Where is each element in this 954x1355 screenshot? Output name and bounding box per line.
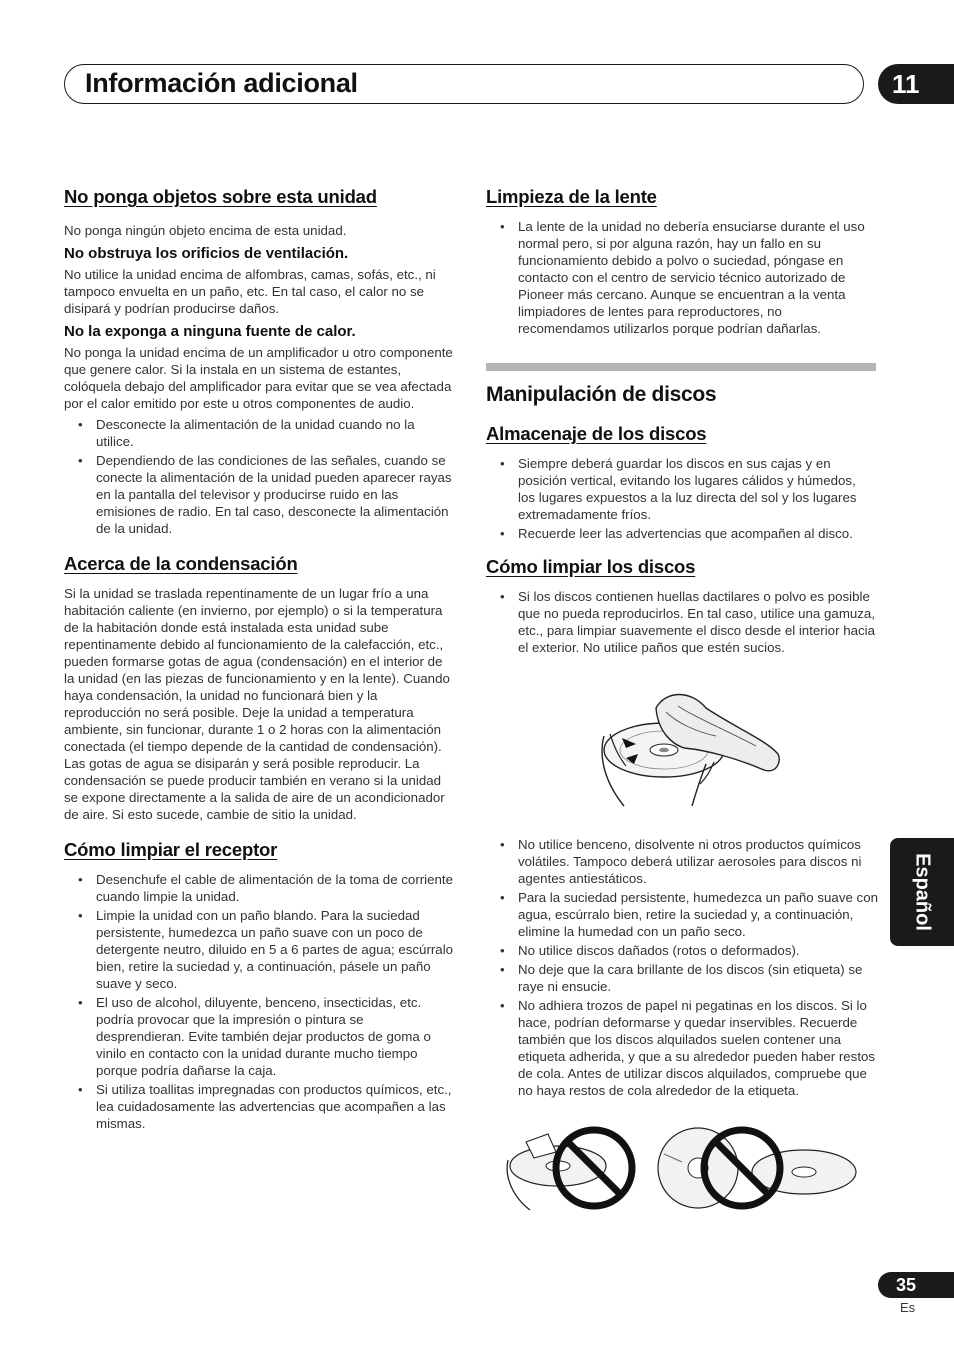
list-disc-cleaning-a [486, 588, 876, 656]
language-tab-label: Español [911, 853, 934, 931]
no-sticker-on-disc-illustration [500, 1124, 640, 1214]
list-item: • La lente de la unidad no debería ensuciarse durante el uso normal pero, si por alguna razón, hay un fallo en su funcionamiento debido a polvo o suciedad, póngase en contacto con el centro de servicio técnico autorizado de Pioneer más cercano. Aunque se encuentran a la venta limpiadores de lentes para reproductores, no recomendamos utilizarlos porque podrían dañarlas. [486, 218, 876, 337]
list-disc-cleaning-b [486, 836, 878, 1101]
list-item: • Limpie la unidad con un paño blando. Para la suciedad persistente, humedezca un paño suave con un poco de detergente neutro, diluido en 5 a 6 partes de agua; escúrralo bien, retire la suciedad y, a continuación, pásele un paño suave y seco. [64, 907, 454, 992]
page-language-code: Es [900, 1300, 916, 1315]
chapter-number-badge: 11 [878, 64, 954, 104]
heading-no-objects: No ponga objetos sobre esta unidad [64, 186, 377, 207]
paragraph-ventilation: No utilice la unidad encima de alfombras, camas, sofás, etc., ni tampoco envuelta en un paño, etc. En tal caso, el calor no se disipará y podrían producirse daños. [64, 267, 436, 316]
disc-cleaning-illustration [596, 688, 786, 810]
list-item: • Desconecte la alimentación de la unidad cuando no la utilice. [64, 416, 454, 450]
left-column [64, 186, 454, 1134]
no-damaged-disc-illustration [654, 1124, 860, 1214]
section-divider-bar [486, 363, 876, 371]
list-item: • No utilice discos dañados (rotos o deformados). [486, 942, 878, 959]
right-column [486, 186, 876, 658]
list-item: • No deje que la cara brillante de los discos (sin etiqueta) se raye ni ensucie. [486, 961, 878, 995]
list-heat-bullets [64, 416, 454, 537]
language-side-tab [890, 838, 954, 946]
list-clean-receiver [64, 871, 454, 1132]
paragraph-no-objects: No ponga ningún objeto encima de esta unidad. [64, 223, 347, 238]
heading-lens-cleaning: Limpieza de la lente [486, 186, 657, 207]
paragraph-heat: No ponga la unidad encima de un amplificador u otro componente que genere calor. Si la instala en un sistema de estantes, colóquela debajo del amplificador para evitar que se vea afectada por el calor emitido por este u otros componentes de audio. [64, 345, 453, 411]
list-item: • Si los discos contienen huellas dactilares o polvo es posible que no pueda reproducirlos. En tal caso, utilice una gamuza, etc., para limpiar suavemente el disco desde el interior hacia el exterior. No utilice paños que estén sucios. [486, 588, 876, 656]
heading-disc-storage: Almacenaje de los discos [486, 423, 707, 444]
subheading-ventilation: No obstruya los orificios de ventilación. [64, 245, 349, 262]
list-item: • No utilice benceno, disolvente ni otros productos químicos volátiles. Tampoco deberá utilizar aerosoles para discos ni agentes antiestáticos. [486, 836, 878, 887]
section-title-disc-handling: Manipulación de discos [486, 383, 717, 406]
subheading-heat: No la exponga a ninguna fuente de calor. [64, 323, 356, 340]
paragraph-condensation: Si la unidad se traslada repentinamente de un lugar frío a una habitación caliente (en invierno, por ejemplo) o si la temperatura de la habitación donde está instalada esta unidad sube repentinamente debido al funcionamiento de la calefacción, etc., pueden formarse gotas de agua (condensación) en el interior de la unidad (en las piezas de funcionamiento y en la lente). Cuando haya condensación, la unidad no funcionará bien y la reproducción no será posible. Deje la unidad a temperatura ambiente, sin funcionar, durante 1 o 2 horas con la alimentación conectada (el tiempo depende de la cantidad de condensación). Las gotas de agua se disiparán y será posible reproducir. La condensación se puede producir también en verano si la unidad se expone directamente a la salida de aire de un acondicionador de aire. Si esto sucede, cambie de sitio la unidad. [64, 586, 450, 822]
list-lens-cleaning [486, 218, 876, 337]
list-item: • Desenchufe el cable de alimentación de la toma de corriente cuando limpie la unidad. [64, 871, 454, 905]
list-item: • Dependiendo de las condiciones de las señales, cuando se conecte la alimentación de la unidad pueden aparecer rayas en la pantalla del televisor y producirse ruido en las emisiones de radio. En tal caso, desconecte la alimentación de la unidad. [64, 452, 454, 537]
list-disc-storage [486, 455, 876, 542]
chapter-title: Información adicional [85, 68, 358, 98]
list-item: • El uso de alcohol, diluyente, benceno, insecticidas, etc. podría provocar que la impresión o pintura se desprendieran. Evite también dejar productos de goma o vinilo en contacto con la unidad durante mucho tiempo porque podría dañarse la caja. [64, 994, 454, 1079]
list-item: • Siempre deberá guardar los discos en sus cajas y en posición vertical, evitando los lugares cálidos y húmedos, los lugares expuestos a la luz directa del sol y los lugares extremadamente fríos. [486, 455, 876, 523]
chapter-header [64, 64, 864, 104]
list-item: • No adhiera trozos de papel ni pegatinas en los discos. Si lo hace, podrían deformarse y quedar inservibles. Recuerde también que los discos alquilados suelen contener una etiqueta adherida, y que a su alrededor pueden haber restos de cola. Antes de utilizar discos alquilados, compruebe que no haya restos de cola alrededor de la etiqueta. [486, 997, 878, 1099]
heading-disc-cleaning: Cómo limpiar los discos [486, 556, 696, 577]
heading-clean-receiver: Cómo limpiar el receptor [64, 839, 278, 860]
list-item: • Recuerde leer las advertencias que acompañen al disco. [486, 525, 876, 542]
heading-condensation: Acerca de la condensación [64, 553, 298, 574]
list-item: • Si utiliza toallitas impregnadas con productos químicos, etc., lea cuidadosamente las advertencias que acompañen a las mismas. [64, 1081, 454, 1132]
page-number-badge: 35 [878, 1272, 954, 1298]
list-item: • Para la suciedad persistente, humedezca un paño suave con agua, escúrralo bien, retire la suciedad y, a continuación, elimine la humedad con un paño seco. [486, 889, 878, 940]
